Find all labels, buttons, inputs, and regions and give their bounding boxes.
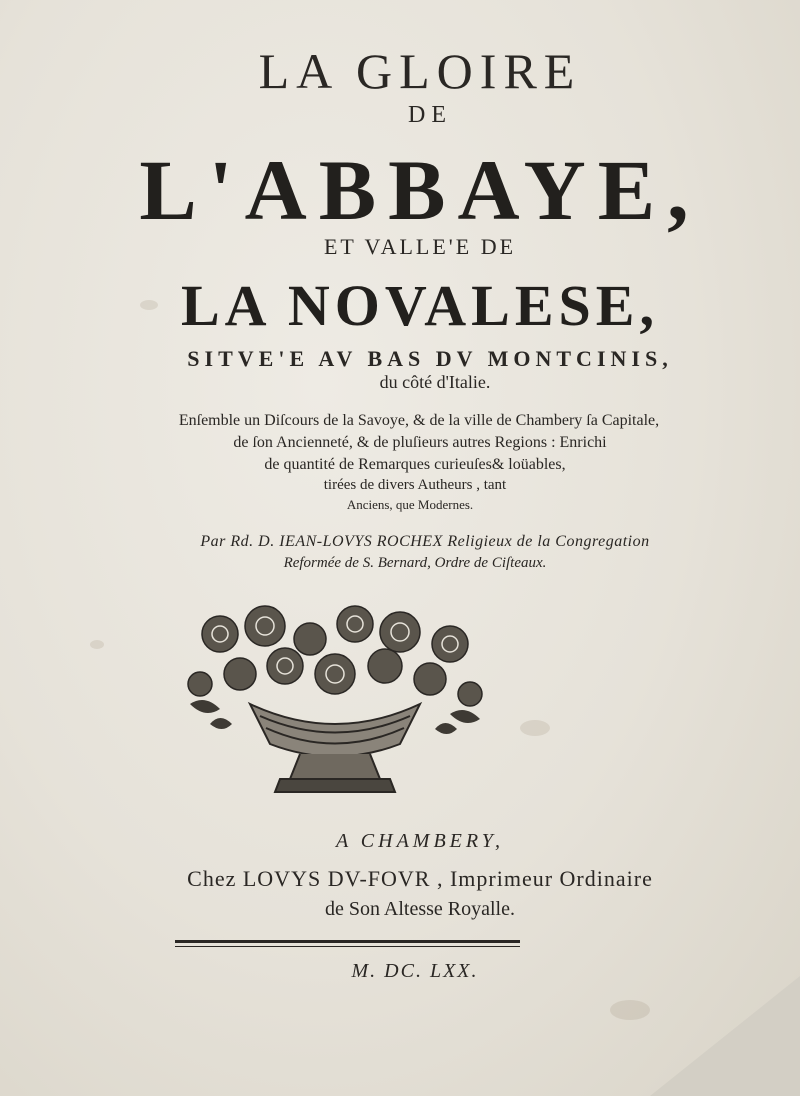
printer-line-1: Chez LOVYS DV-FOVR , Imprimeur Ordinaire [187, 866, 653, 891]
description-line-3: de quantité de Remarques curieuſes& loüables, [264, 456, 566, 473]
author-line-2: Reformée de S. Bernard, Ordre de Ciſteaux. [283, 555, 547, 571]
description-line-4: tirées de divers Autheurs , tant [323, 477, 507, 493]
flower-basket-woodcut-icon [180, 604, 490, 799]
printer-line-2: de Son Altesse Royalle. [325, 898, 515, 920]
description-line-1: Enſemble un Diſcours de la Savoye, & de la ville de Chambery ſa Capitale, [178, 412, 660, 429]
subtitle-situee: SITVE'E AV BAS DV MONTCINIS, [187, 346, 673, 371]
title-line-de: DE [408, 102, 452, 128]
title-line-gloire: LA GLOIRE [258, 43, 582, 99]
foxing-spot [610, 1000, 650, 1020]
foxing-spot [90, 640, 104, 649]
imprint-place: A CHAMBERY, [335, 830, 505, 852]
divider-rule-thin [175, 946, 520, 947]
torn-corner [650, 976, 800, 1096]
description-line-2: de ſon Ancienneté, & de pluſieurs autres Regions : Enrichi [233, 434, 607, 451]
author-line-1: Par Rd. D. IEAN-LOVYS ROCHEX Religieux de la Congregation [200, 533, 650, 550]
description-line-5: Anciens, que Modernes. [346, 497, 474, 512]
title-line-novalese: LA NOVALESE, [181, 273, 659, 338]
imprint-date: M. DC. LXX. [351, 960, 479, 982]
divider-rule [175, 940, 520, 943]
title-line-vallee: ET VALLE'E DE [323, 234, 517, 259]
title-line-abbaye: L'ABBAYE, [139, 142, 701, 238]
subtitle-italie: du côté d'Italie. [379, 372, 491, 392]
foxing-spot [520, 720, 550, 736]
